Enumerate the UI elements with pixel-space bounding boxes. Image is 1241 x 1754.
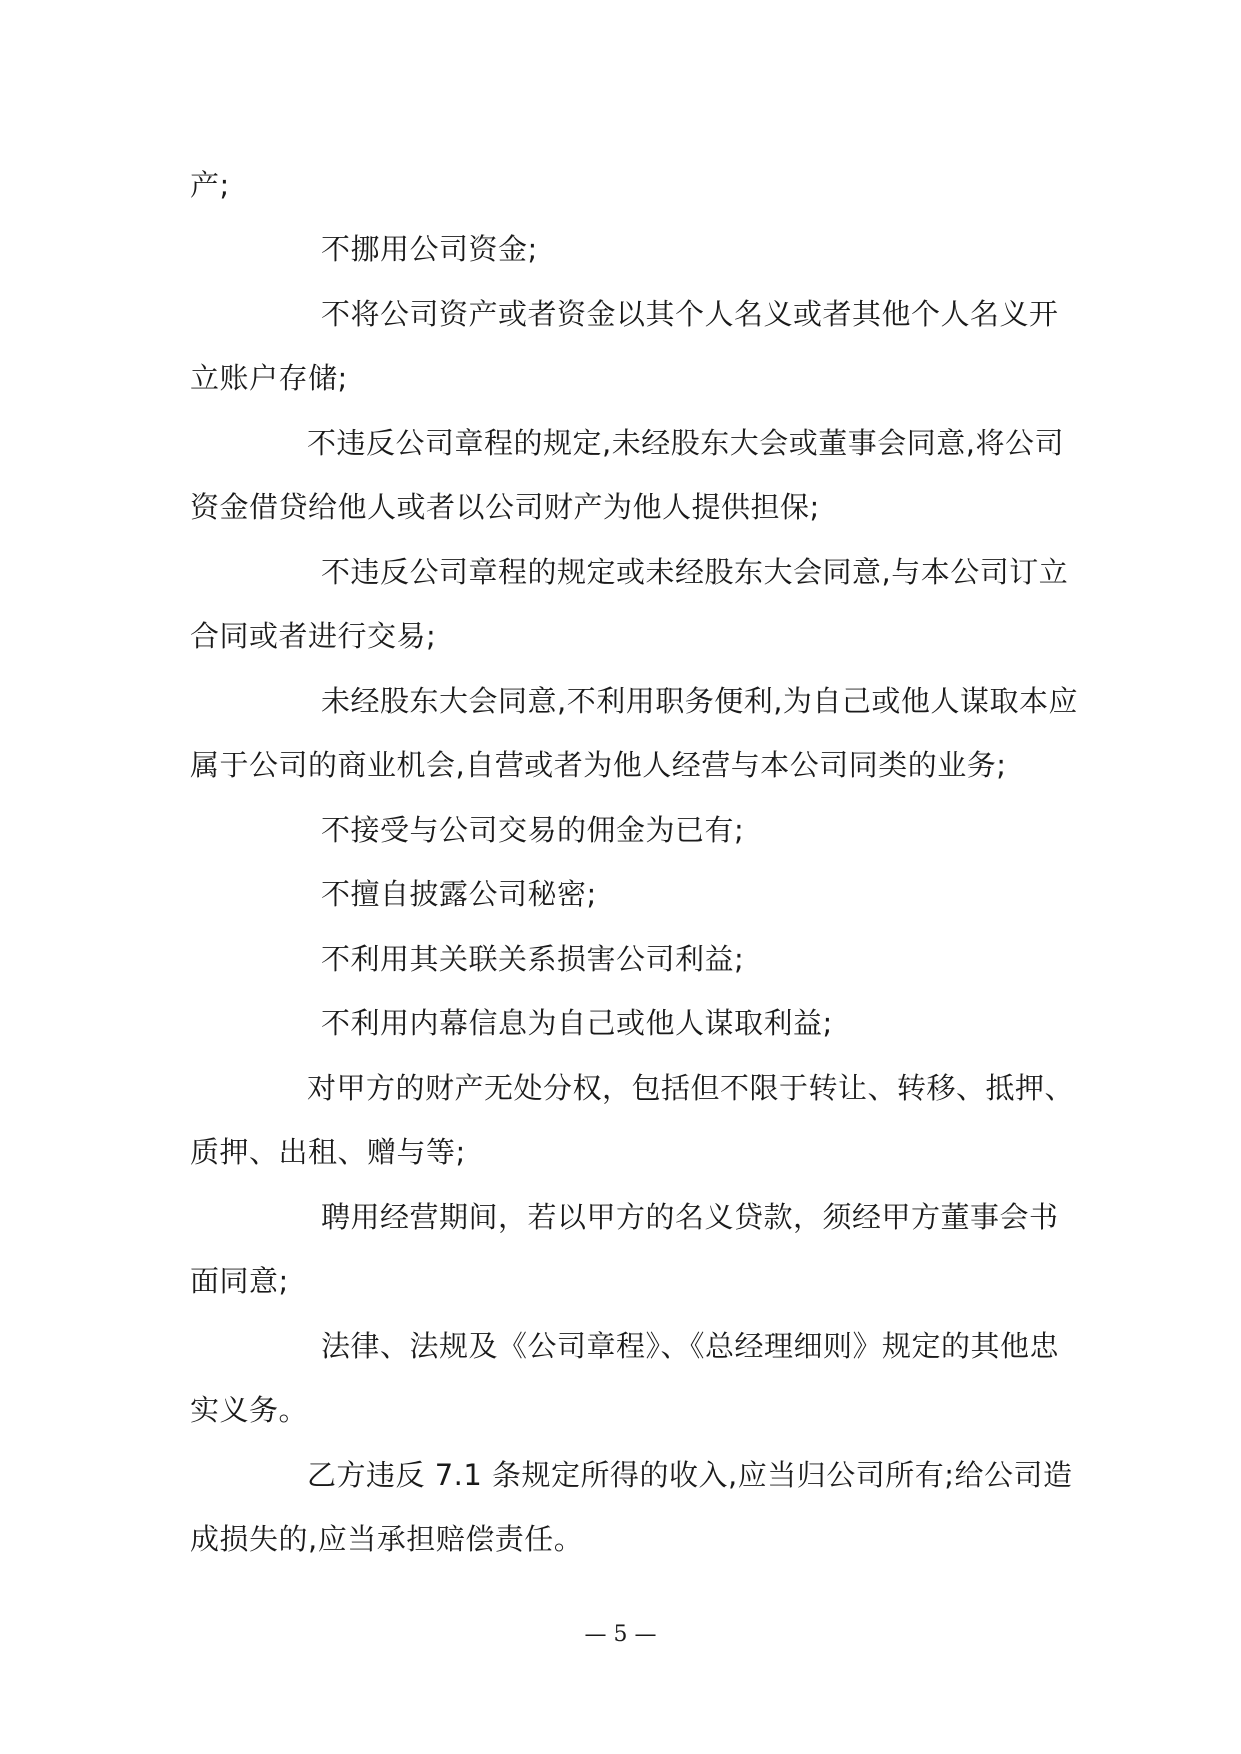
text-line: 合同或者进行交易; <box>190 619 437 653</box>
text-line: 立账户存储; <box>190 361 348 395</box>
page-number: — 5 — <box>584 1622 657 1647</box>
text-line: 乙方违反 7.1 条规定所得的收入,应当归公司所有;给公司造 <box>307 1458 1073 1492</box>
text-line: 对甲方的财产无处分权，包括但不限于转让、转移、抵押、 <box>307 1071 1075 1105</box>
text-line: 产; <box>190 168 230 202</box>
text-line: 不违反公司章程的规定或未经股东大会同意,与本公司订立 <box>321 555 1069 589</box>
text-line: 不擅自披露公司秘密; <box>321 877 597 911</box>
text-line: 不利用其关联关系损害公司利益; <box>321 942 745 976</box>
text-line: 不接受与公司交易的佣金为已有; <box>321 813 745 847</box>
text-line: 资金借贷给他人或者以公司财产为他人提供担保; <box>190 490 820 524</box>
text-line: 不违反公司章程的规定,未经股东大会或董事会同意,将公司 <box>307 426 1064 460</box>
text-line: 面同意; <box>190 1264 289 1298</box>
text-line: 不将公司资产或者资金以其个人名义或者其他个人名义开 <box>321 297 1059 331</box>
text-line: 聘用经营期间，若以甲方的名义贷款，须经甲方董事会书 <box>321 1200 1059 1234</box>
text-line: 属于公司的商业机会,自营或者为他人经营与本公司同类的业务; <box>190 748 1007 782</box>
text-line: 未经股东大会同意,不利用职务便利,为自己或他人谋取本应 <box>321 684 1078 718</box>
text-line: 实义务。 <box>190 1393 309 1427</box>
text-line: 质押、出租、赠与等; <box>190 1135 466 1169</box>
text-line: 不利用内幕信息为自己或他人谋取利益; <box>321 1006 833 1040</box>
text-line: 不挪用公司资金; <box>321 232 538 266</box>
text-line: 法律、法规及《公司章程》、《总经理细则》规定的其他忠 <box>321 1329 1060 1363</box>
text-line: 成损失的,应当承担赔偿责任。 <box>190 1522 584 1556</box>
